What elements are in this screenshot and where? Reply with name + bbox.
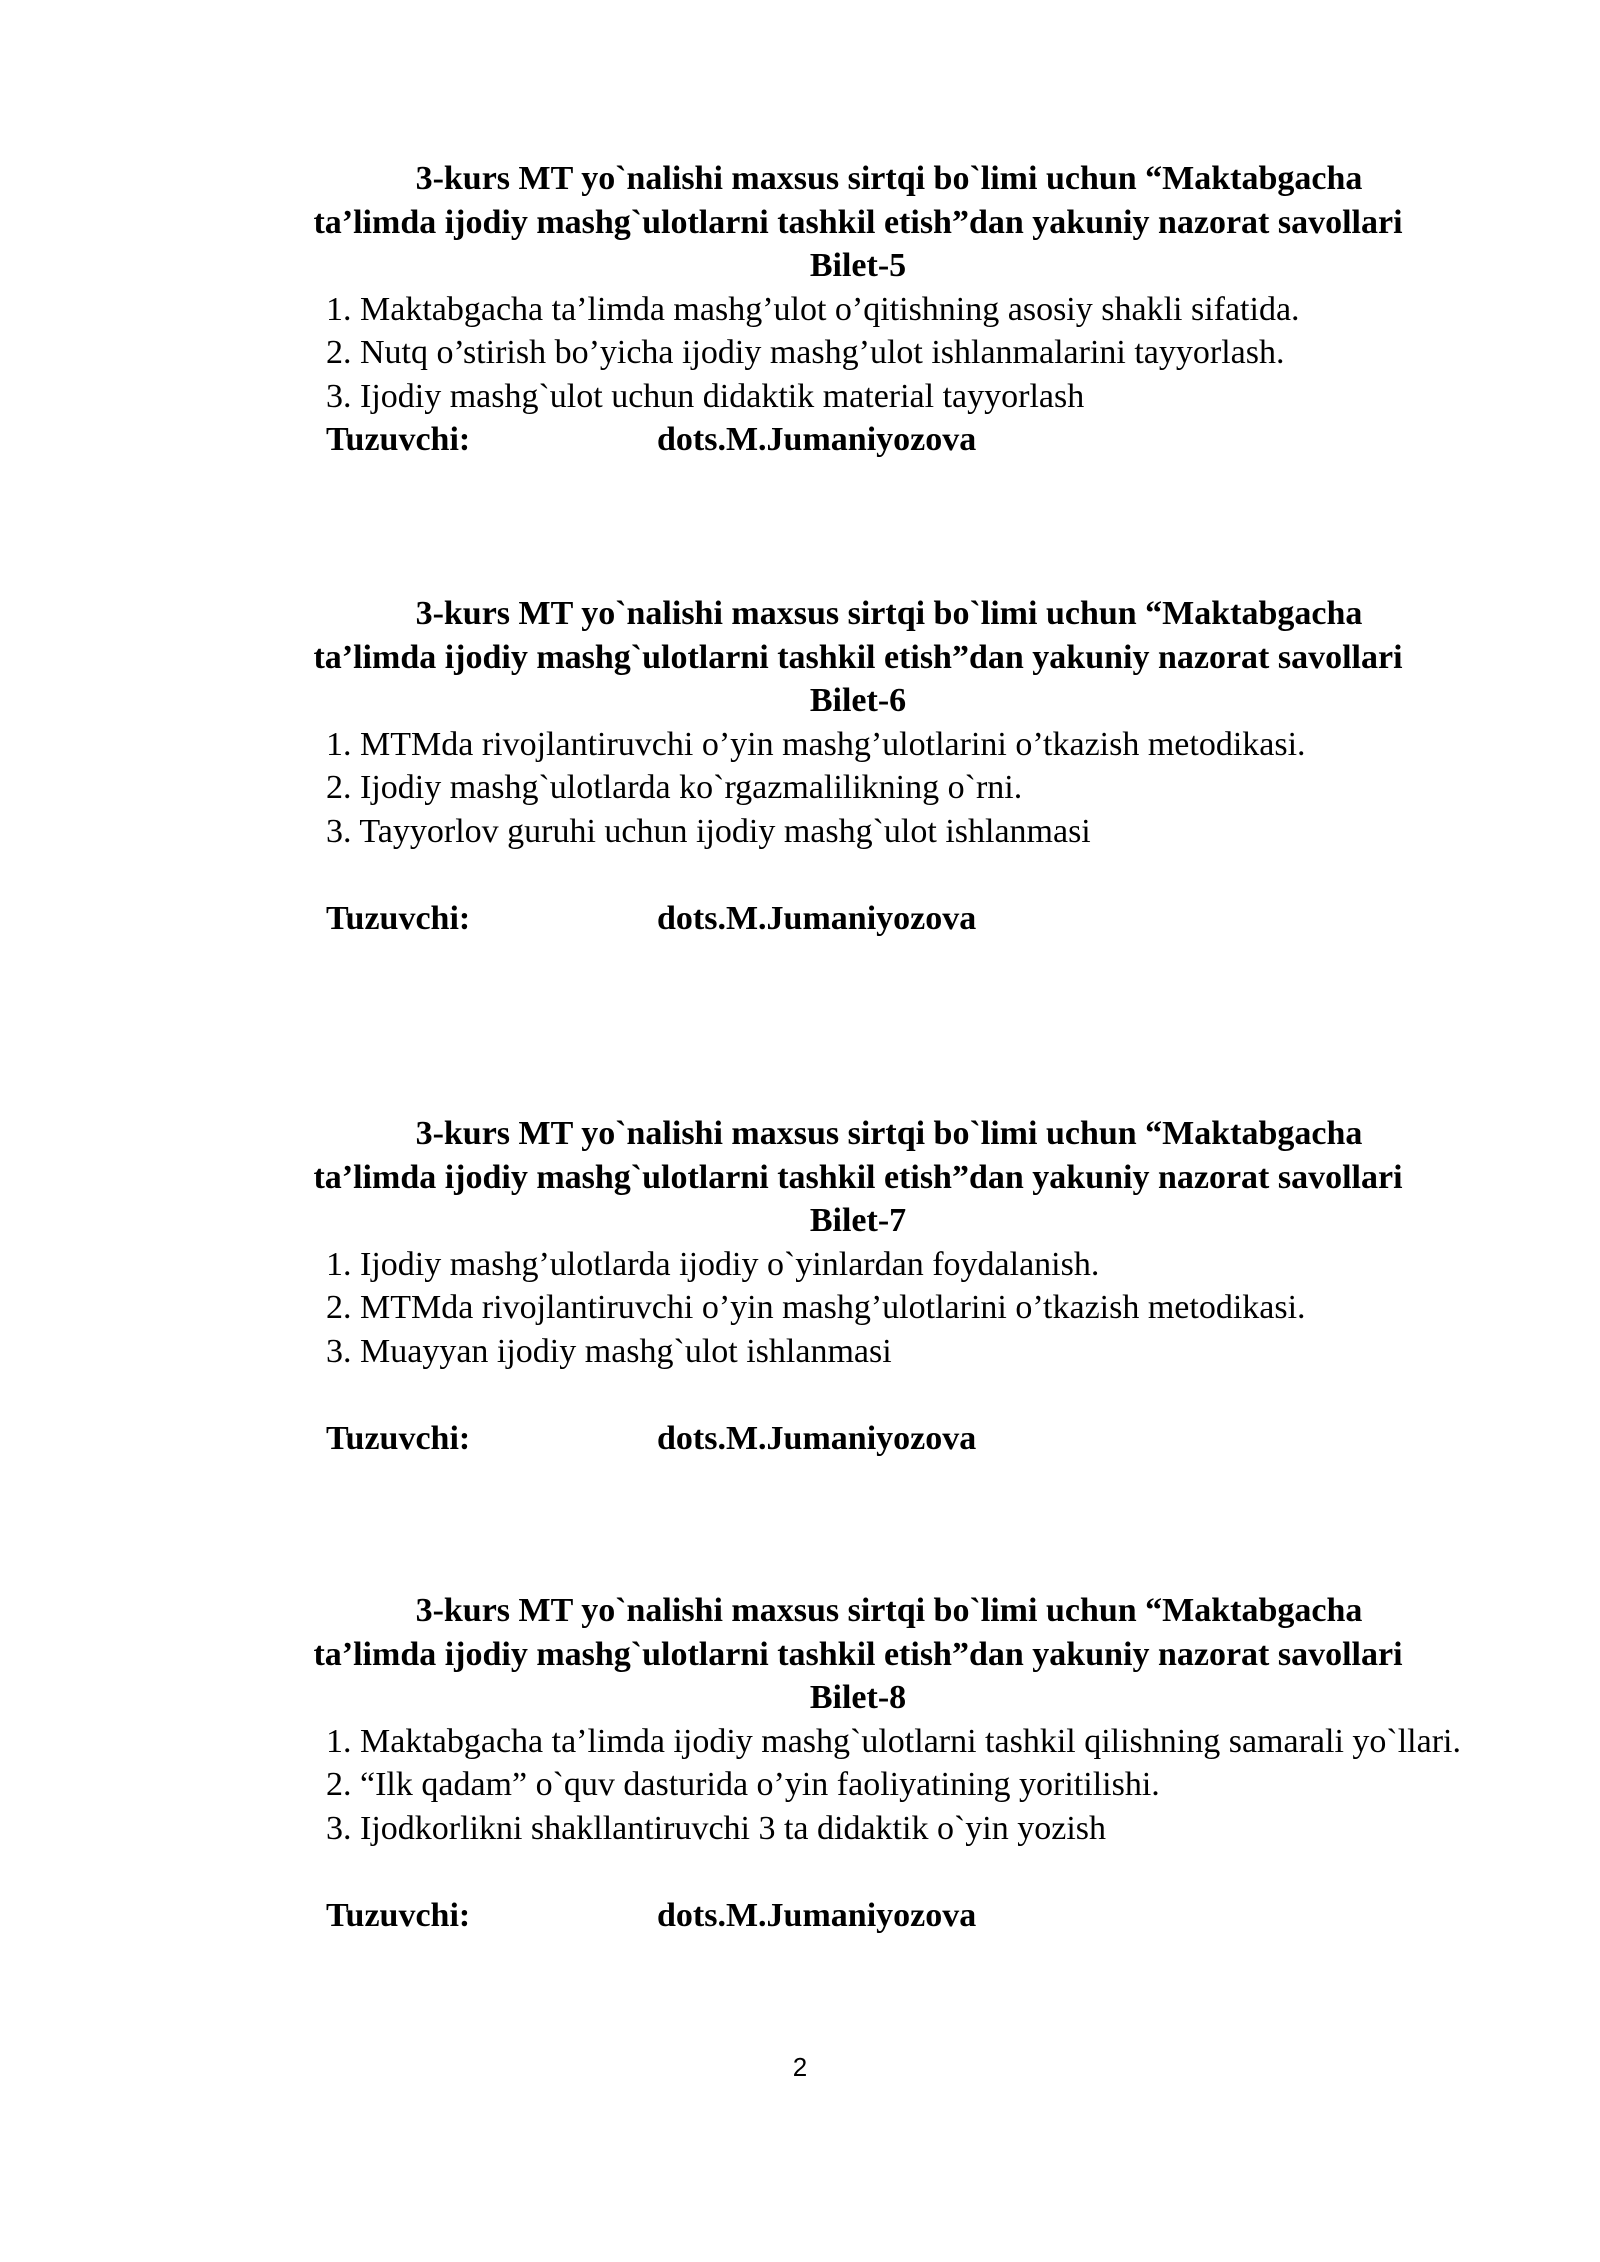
signature-name: dots.M.Jumaniyozova <box>657 1419 977 1457</box>
question-item: 3. Muayyan ijodiy mashg`ulot ishlanmasi <box>326 1332 892 1370</box>
signature-label: Tuzuvchi: <box>326 421 471 458</box>
ticket-heading-line-1: 3-kurs MT yo`nalishi maxsus sirtqi bo`limi uchun “Maktabgacha <box>415 1592 1363 1629</box>
question-item: 1. Maktabgacha ta’limda ijodiy mashg`ulotlarni tashkil qilishning samarali yo`llari. <box>326 1722 1461 1760</box>
ticket-heading <box>228 1112 1488 1199</box>
ticket-heading-line-2: ta’limda ijodiy mashg`ulotlarni tashkil etish”dan yakuniy nazorat savollari <box>313 638 1403 676</box>
signature-label: Tuzuvchi: <box>326 1419 471 1457</box>
question-list <box>228 1243 1488 1374</box>
ticket-title: Bilet-5 <box>809 247 907 284</box>
question-item: 2. MTMda rivojlantiruvchi o’yin mashg’ulotlarini o’tkazish metodikasi. <box>326 1289 1306 1326</box>
signature-name: dots.M.Jumaniyozova <box>657 899 977 937</box>
signature-name: dots.M.Jumaniyozova <box>657 1896 977 1934</box>
question-item: 1. Maktabgacha ta’limda mashg’ulot o’qitishning asosiy shakli sifatida. <box>326 290 1300 328</box>
signature-line <box>228 897 1488 941</box>
question-item: 2. Ijodiy mashg`ulotlarda ko`rgazmalilikning o`rni. <box>326 769 1023 806</box>
ticket-heading-line-2: ta’limda ijodiy mashg`ulotlarni tashkil etish”dan yakuniy nazorat savollari <box>313 1158 1403 1196</box>
question-item: 2. Nutq o’stirish bo’yicha ijodiy mashg’ulot ishlanmalarini tayyorlash. <box>326 334 1285 371</box>
signature-label: Tuzuvchi: <box>326 899 471 937</box>
ticket-heading-line-2: ta’limda ijodiy mashg`ulotlarni tashkil etish”dan yakuniy nazorat savollari <box>313 1635 1403 1673</box>
ticket-bilet-6 <box>228 592 1488 940</box>
question-list <box>228 288 1488 419</box>
ticket-heading-line-1: 3-kurs MT yo`nalishi maxsus sirtqi bo`limi uchun “Maktabgacha <box>415 595 1363 632</box>
signature-line <box>228 1417 1488 1461</box>
ticket-title: Bilet-6 <box>809 682 907 719</box>
ticket-heading <box>228 157 1488 244</box>
page-number: 2 <box>792 2052 808 2082</box>
question-item: 3. Ijodkorlikni shakllantiruvchi 3 ta didaktik o`yin yozish <box>326 1809 1106 1847</box>
ticket-heading <box>228 592 1488 679</box>
question-list <box>228 1720 1488 1851</box>
question-item: 2. “Ilk qadam” o`quv dasturida o’yin faoliyatining yoritilishi. <box>326 1766 1160 1803</box>
ticket-title: Bilet-8 <box>809 1679 907 1716</box>
ticket-bilet-8 <box>228 1589 1488 1937</box>
ticket-heading-line-1: 3-kurs MT yo`nalishi maxsus sirtqi bo`limi uchun “Maktabgacha <box>415 1115 1363 1152</box>
question-item: 1. MTMda rivojlantiruvchi o’yin mashg’ulotlarini o’tkazish metodikasi. <box>326 725 1306 763</box>
question-item: 3. Ijodiy mashg`ulot uchun didaktik material tayyorlash <box>326 377 1085 415</box>
question-list <box>228 723 1488 854</box>
ticket-heading-line-1: 3-kurs MT yo`nalishi maxsus sirtqi bo`limi uchun “Maktabgacha <box>415 160 1363 197</box>
question-item: 1. Ijodiy mashg’ulotlarda ijodiy o`yinlardan foydalanish. <box>326 1245 1100 1283</box>
ticket-bilet-5 <box>228 157 1488 462</box>
ticket-title: Bilet-7 <box>809 1202 907 1239</box>
signature-line <box>228 418 1488 462</box>
signature-label: Tuzuvchi: <box>326 1896 471 1934</box>
signature-line <box>228 1894 1488 1938</box>
signature-name: dots.M.Jumaniyozova <box>657 421 977 458</box>
ticket-heading-line-2: ta’limda ijodiy mashg`ulotlarni tashkil etish”dan yakuniy nazorat savollari <box>313 203 1403 241</box>
question-item: 3. Tayyorlov guruhi uchun ijodiy mashg`ulot ishlanmasi <box>326 812 1091 850</box>
ticket-heading <box>228 1589 1488 1676</box>
ticket-bilet-7 <box>228 1112 1488 1460</box>
